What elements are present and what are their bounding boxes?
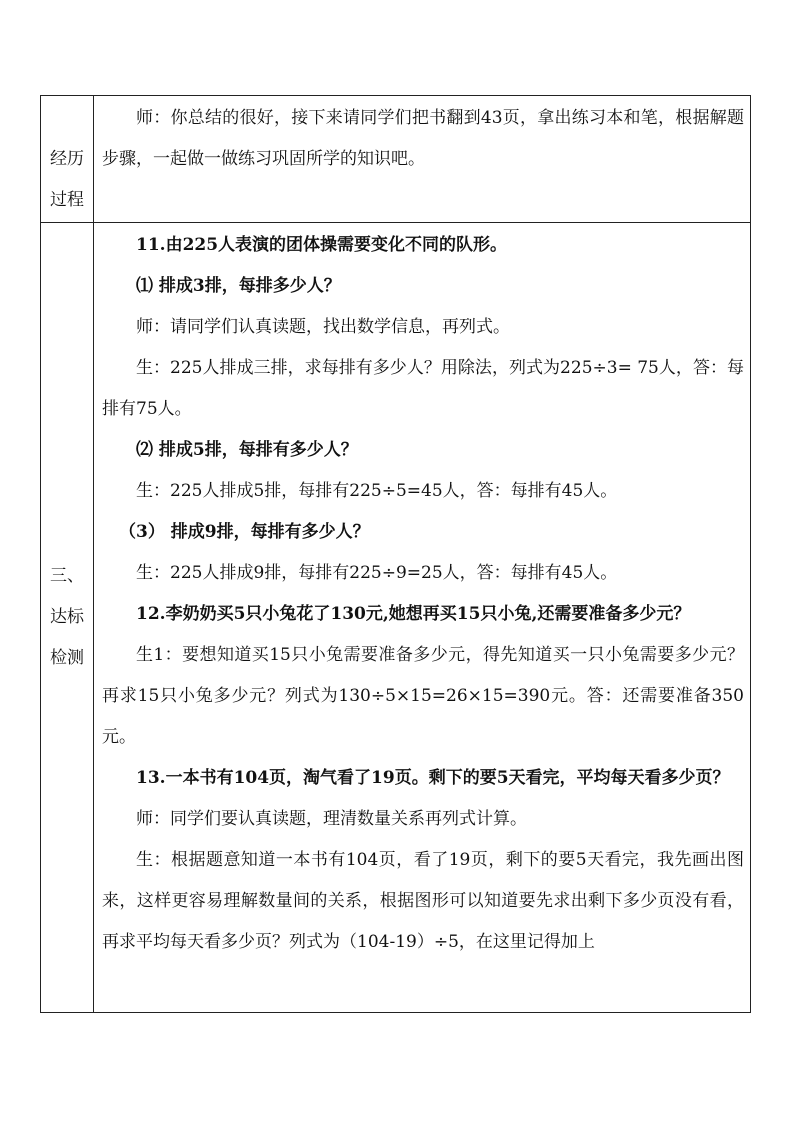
sub-question: ⑵ 排成5排，每排有多少人？ [136,440,358,460]
row1-label [41,139,93,221]
paragraph: 师：你总结的很好，接下来请同学们把书翻到43页，拿出练习本和笔，根据解题步骤，一起做一做练习巩固所学的知识吧。 [102,108,744,169]
paragraph: 生：225人排成5排，每排有225÷5=45人，答：每排有45人。 [136,481,618,501]
row1-content [94,98,750,180]
row1-label-line: 过程 [50,190,84,210]
lesson-table [40,95,751,1013]
sub-question: （3） 排成9排，每排有多少人？ [119,522,370,542]
paragraph: 师：同学们要认真读题，理清数量关系再列式计算。 [136,809,527,829]
paragraph: 生1：要想知道买15只小兔需要准备多少元，得先知道买一只小兔需要多少元？再求15只小兔多少元？列式为130÷5×15=26×15=390元。答：还需要准备350元。 [102,645,744,747]
row1-label-line: 经历 [50,149,84,169]
row2-label-line: 三、 [50,566,84,586]
row-divider [41,222,750,223]
paragraph: 生：225人排成9排，每排有225÷9=25人，答：每排有45人。 [136,563,618,583]
row2-label-line: 检测 [50,648,84,668]
paragraph: 生：225人排成三排，求每排有多少人？用除法，列式为225÷3= 75人，答：每排有75人。 [102,358,744,419]
row2-label [41,556,93,679]
question-heading: 13.一本书有104页，淘气看了19页。剩下的要5天看完，平均每天看多少页？ [136,768,730,788]
paragraph: 生：根据题意知道一本书有104页，看了19页，剩下的要5天看完，我先画出图来，这样更容易理解数量间的关系，根据图形可以知道要先求出剩下多少页没有看，再求平均每天看多少页？列式为（104-19）÷5，在这里记得加上 [102,850,744,952]
question-heading: 11.由225人表演的团体操需要变化不同的队形。 [136,235,508,255]
question-heading: 12.李奶奶买5只小兔花了130元,她想再买15只小兔,还需要准备多少元？ [136,604,691,624]
row2-content [94,225,750,963]
row2-label-line: 达标 [50,607,84,627]
sub-question: ⑴ 排成3排，每排多少人？ [136,276,341,296]
paragraph: 师：请同学们认真读题，找出数学信息，再列式。 [136,317,510,337]
